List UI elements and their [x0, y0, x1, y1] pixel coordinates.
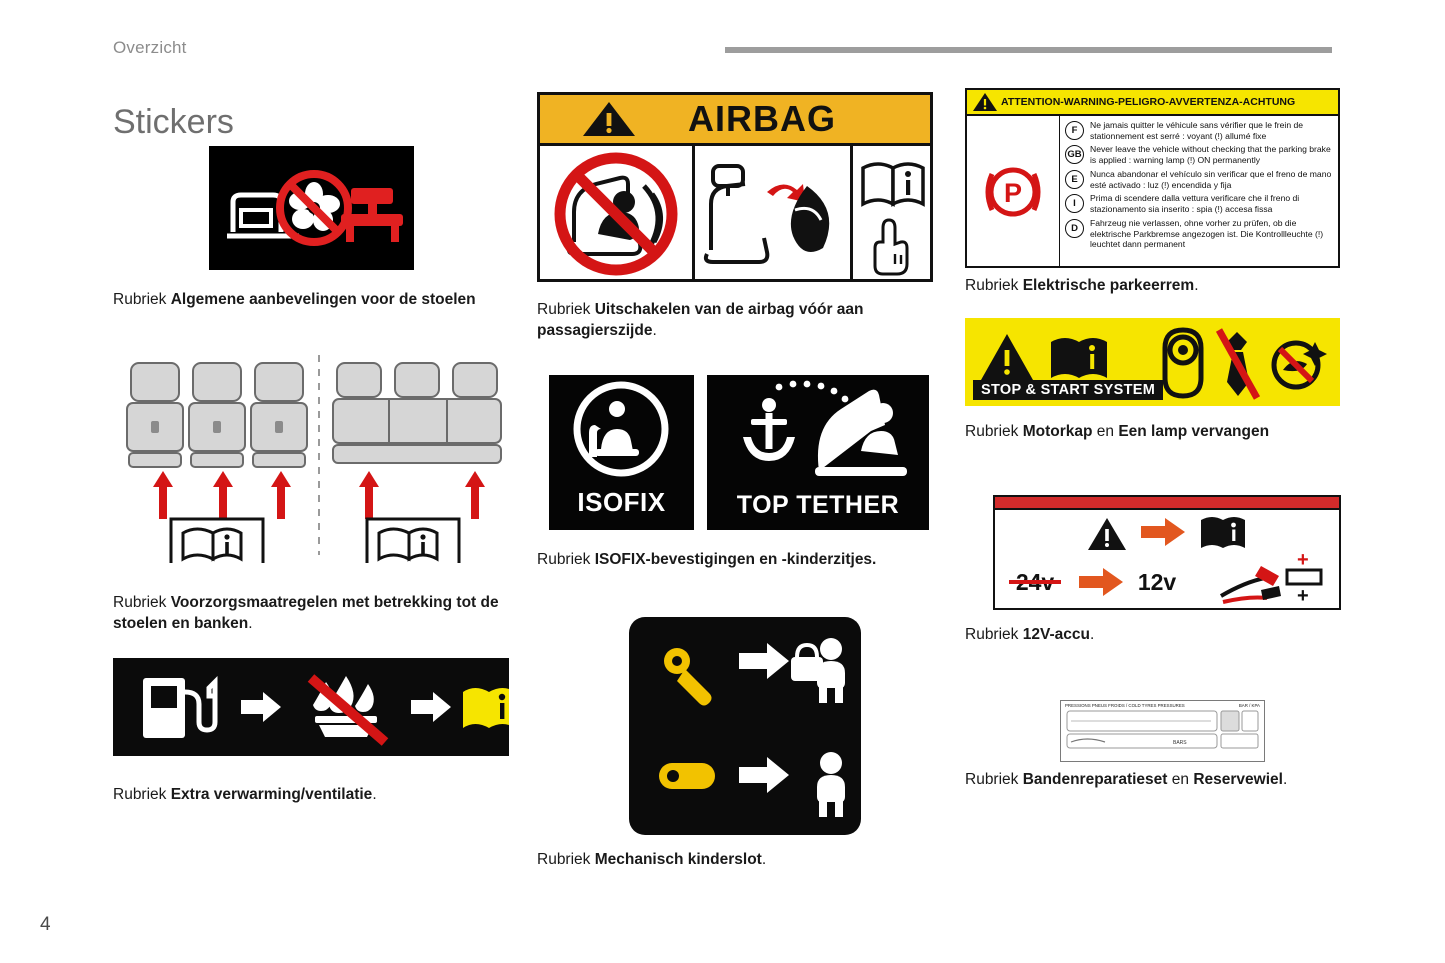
caption-suffix: .: [652, 321, 657, 339]
airbag-title-bar: [540, 95, 930, 146]
from-voltage-label: 24v: [1015, 569, 1055, 595]
section-label: Overzicht: [113, 38, 187, 57]
parking-brake-title: ATTENTION-WARNING-PELIGRO-AVVERTENZA-ACHTUNG: [1001, 96, 1296, 108]
battery-jumpstart-graphic: [995, 510, 1339, 608]
battery-red-bar: [995, 497, 1339, 510]
airbag-title: AIRBAG: [688, 98, 836, 139]
caption-prefix: Rubriek: [537, 301, 595, 318]
tyre-header-row: [1061, 701, 1264, 708]
caption-prefix: Rubriek: [965, 626, 1023, 643]
caption-suffix: .: [1194, 277, 1199, 294]
parking-brake-symbol-cell: [967, 116, 1060, 268]
caption-general-seat-recommendations: [113, 290, 513, 311]
caption-bold2: Reservewiel: [1193, 771, 1283, 788]
lang-flag: D: [1065, 219, 1084, 238]
tyre-pressure-units: BAR / KPA: [1238, 703, 1260, 708]
arrow-right-icon: [1141, 518, 1185, 546]
caption-airbag: [537, 300, 937, 341]
caption-prefix: Rubriek: [965, 277, 1023, 294]
caption-prefix: Rubriek: [965, 423, 1023, 440]
lang-flag: F: [1065, 121, 1084, 140]
svg-text:+: +: [1297, 585, 1309, 607]
seat-recommendation-graphic: [213, 150, 410, 266]
caption-suffix: .: [761, 851, 767, 868]
caption-suffix: .: [248, 614, 253, 632]
warning-triangle-icon: [972, 92, 998, 112]
caption-prefix: Rubriek: [537, 551, 595, 568]
no-rear-facing-child-seat-icon: [540, 146, 692, 282]
lang-text: Fahrzeug nie verlassen, ohne vorher zu prüfen, ob die elektrische Parkbremse angezogen ist. Die Kontrollleuchte (!) leuchtet dann permanent: [1090, 217, 1324, 250]
caption-parking-brake: [965, 276, 1365, 297]
isofix-label: ISOFIX: [577, 487, 666, 517]
svg-text:BARS: BARS: [1173, 740, 1187, 747]
caption-suffix: .: [1089, 626, 1095, 643]
caption-bold2: Een lamp vervangen: [1118, 423, 1270, 440]
isofix-child-seat-icon: [549, 375, 694, 487]
parking-brake-body: [967, 116, 1338, 268]
caption-bold: Motorkap: [1022, 423, 1093, 440]
airbag-cell-manual: [853, 146, 933, 282]
caption-battery: [965, 625, 1365, 646]
front-airbag-deployment-icon: [695, 146, 850, 282]
sticker-passenger-airbag-deactivation: [537, 92, 933, 282]
caption-bold: 12V-accu: [1022, 626, 1090, 643]
sticker-mechanical-child-lock: [629, 617, 861, 835]
caption-prefix: Rubriek: [965, 771, 1023, 788]
caption-isofix: [537, 550, 937, 571]
manual-book-icon: [1051, 338, 1107, 378]
pointing-hand-icon: [875, 220, 907, 274]
table-row: [1065, 218, 1333, 250]
table-row: [1065, 144, 1333, 165]
lang-flag: E: [1065, 170, 1084, 189]
page-title: Stickers: [113, 102, 234, 141]
manual-book-icon: [853, 146, 933, 282]
sticker-electric-parking-brake: [965, 88, 1340, 268]
caption-bold: Uitschakelen van de airbag vóór aan passagierszijde: [537, 301, 864, 339]
arrow-right-icon: [1079, 568, 1123, 596]
caption-suffix: .: [372, 786, 377, 803]
to-voltage-label: 12v: [1137, 569, 1177, 595]
airbag-cell-deployment: [695, 146, 853, 282]
caption-prefix: Rubriek: [113, 291, 171, 308]
manual-book-icon: [1201, 517, 1245, 548]
warning-triangle-icon: [1088, 518, 1126, 550]
sticker-seat-precautions-diagram: [113, 355, 513, 563]
tyre-pressure-title: PRESSIONS PNEUS FROIDS / COLD TYRES PRESSURES: [1065, 703, 1185, 708]
airbag-cell-no-rear-facing-seat: [540, 146, 695, 282]
table-row: [1065, 193, 1333, 214]
caption-stop-start: [965, 422, 1385, 443]
caption-bold: Elektrische parkeerrem: [1022, 277, 1195, 294]
lang-text: Prima di scendere dalla vettura verificare che il freno di stazionamento sia inserito : spia (!) accesa fissa: [1090, 193, 1300, 215]
caption-prefix: Rubriek: [113, 786, 171, 803]
lang-text: Nunca abandonar el vehículo sin verificar que el freno de mano esté activado : luz (!) encendida y fija: [1090, 168, 1332, 190]
caption-tyre: [965, 770, 1385, 791]
caption-suffix: .: [1282, 771, 1288, 788]
caption-bold: Mechanisch kinderslot: [594, 851, 762, 868]
table-row: [1065, 120, 1333, 141]
caption-bold: Bandenreparatieset: [1022, 771, 1168, 788]
fuel-no-flame-book-graphic: [113, 658, 509, 756]
warning-triangle-icon: [580, 99, 638, 139]
child-lock-graphic: [629, 617, 861, 835]
sticker-12v-battery: [993, 495, 1341, 610]
caption-prefix: Rubriek: [537, 851, 595, 868]
svg-text:+: +: [1297, 549, 1309, 571]
caption-bold: Extra verwarming/ventilatie: [170, 786, 373, 803]
stop-start-label: STOP & START SYSTEM: [973, 380, 1163, 400]
caption-extra-heating: [113, 785, 513, 806]
sticker-tyre-pressure: [1060, 700, 1265, 762]
sticker-stop-start-system: [965, 318, 1340, 406]
jumper-cables-icon: [1221, 549, 1321, 607]
top-tether-icon: [707, 375, 929, 487]
lang-flag: I: [1065, 194, 1084, 213]
caption-mid: en: [1167, 771, 1194, 788]
top-tether-label: TOP TETHER: [736, 491, 900, 519]
parking-brake-title-bar: [967, 90, 1338, 116]
parking-brake-text-rows: [1060, 116, 1338, 268]
parking-brake-p-icon: [978, 162, 1048, 222]
caption-mid: en: [1092, 423, 1119, 440]
sticker-isofix: [549, 375, 694, 530]
caption-bold: ISOFIX-bevestigingen en -kinderzitjes.: [594, 551, 877, 568]
lang-flag: GB: [1065, 145, 1084, 164]
sticker-top-tether: [707, 375, 929, 530]
airbag-pictogram-row: [540, 146, 930, 282]
lang-text: Ne jamais quitter le véhicule sans vérifier que le frein de stationnement est serré : voyant (!) allumé fixe: [1090, 120, 1304, 141]
sticker-extra-heating-ventilation: [113, 658, 509, 756]
svg-text:P: P: [1003, 178, 1023, 208]
table-row: [1065, 169, 1333, 190]
sticker-general-seat-recommendations: [209, 146, 414, 270]
caption-seat-precautions: [113, 593, 513, 634]
caption-child-lock: [537, 850, 937, 871]
caption-bold: Voorzorgsmaatregelen met betrekking tot de stoelen en banken: [113, 594, 499, 632]
page-number: 4: [40, 914, 51, 935]
lang-text: Never leave the vehicle without checking that the parking brake is applied : warning lamp (!) ON permanently: [1090, 144, 1331, 166]
header-rule: [725, 47, 1332, 53]
seats-arrows-graphic: [113, 355, 513, 563]
caption-bold: Algemene aanbevelingen voor de stoelen: [170, 291, 476, 308]
caption-prefix: Rubriek: [113, 594, 171, 611]
tyre-pressure-table-graphic: [1061, 708, 1264, 754]
